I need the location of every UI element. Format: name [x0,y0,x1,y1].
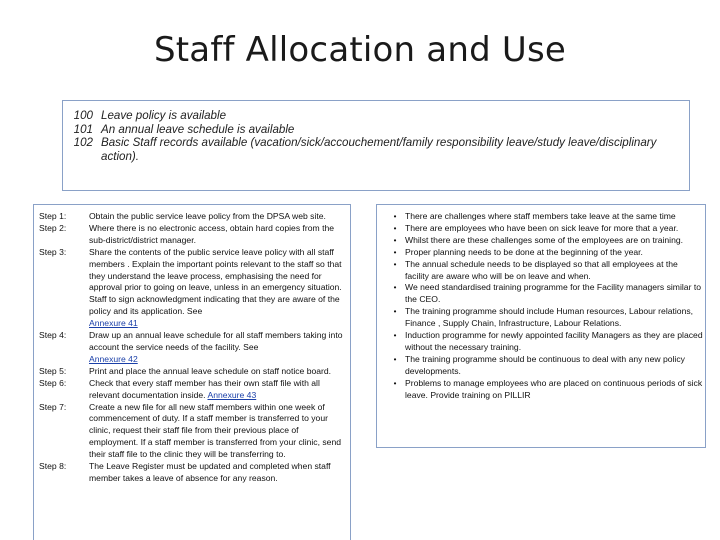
step-text-body: Print and place the annual leave schedule on staff notice board. [89,365,332,376]
step-label: Step 3: [39,246,67,257]
finding-text: Induction programme for newly appointed facility Managers as they are placed without the necessary training. [405,330,703,352]
finding-text: The training programme should include Human resources, Labour relations, Finance , Supply Chain, Infrastructure, Labour Relations. [405,306,694,329]
step-row [39,366,347,378]
step-label: Step 4: [39,330,67,341]
step-text [89,378,347,402]
step-label: Step 8: [39,461,67,472]
step-label: Step 7: [39,401,67,412]
criteria-number: 102 [73,136,93,149]
finding-text: There are challenges where staff members take leave at the same time [405,211,676,221]
criteria-box [62,100,690,191]
finding-item [385,235,703,247]
findings-box [376,204,706,448]
step-text [89,402,347,462]
step-text-body: Where there is no electronic access, obtain hard copies from the sub-district/district manager. [89,222,335,245]
criteria-text: An annual leave schedule is available [101,122,295,136]
criteria-text: Basic Staff records available (vacation/sick/accouchement/family responsibility leave/study leave/disciplinary action). [101,136,657,163]
finding-item [385,247,703,259]
slide-title: Staff Allocation and Use [153,30,566,70]
finding-item [385,259,703,283]
finding-item [385,211,703,223]
criteria-list [71,109,681,163]
criteria-text: Leave policy is available [101,109,227,122]
finding-text: There are employees who have been on sick leave for more that a year. [405,222,679,233]
bullet-icon: • [393,378,397,388]
steps-box [33,204,351,540]
steps-list [39,211,347,485]
annexure-41-link[interactable]: Annexure 41 [89,318,138,329]
step-row [39,211,347,223]
step-row [39,402,347,462]
step-text-body: Create a new file for all new staff members within one week of commencement of duty. If a staff member is transferred to your clinic, request their staff file from their previous place of employment. If a staff member is transferred from your clinic, send their staff file to the clinic they will be transferring to. [89,401,342,460]
bullet-icon: • [393,331,397,341]
step-label: Step 6: [39,377,67,388]
bullet-icon: • [393,283,397,293]
bullet-icon: • [393,235,397,245]
criteria-item [71,109,681,123]
bullet-icon: • [393,354,397,364]
step-text [89,330,347,366]
bullet-icon: • [393,223,397,233]
step-text-body: Share the contents of the public service leave policy with all staff members . Explain the important points relevant to the staff so that they understand the leave process, emphasising the need for approval prior to going on leave, unless in an emergency situation. Staff to sign acknowledgment indicating that they are aware of the policy and its application. See [89,246,342,317]
bullet-icon: • [393,212,397,221]
step-text [89,366,347,378]
criteria-number: 100 [73,109,93,122]
step-row [39,378,347,402]
step-text [89,223,347,247]
criteria-item [71,136,681,163]
finding-item [385,354,703,378]
step-row [39,247,347,330]
step-row [39,223,347,247]
step-row [39,461,347,485]
finding-item [385,330,703,354]
step-text-body: Obtain the public service leave policy from the DPSA web site. [89,211,326,221]
step-text [89,211,347,223]
step-text [89,461,347,485]
finding-text: Proper planning needs to be done at the beginning of the year. [405,246,643,257]
bullet-icon: • [393,307,397,317]
step-row [39,330,347,366]
finding-text: We need standardised training programme for the Facility managers similar to the CEO. [405,282,701,305]
findings-list [385,211,703,402]
step-text-body: The Leave Register must be updated and completed when staff member takes a leave of absence for any reason. [89,461,331,483]
step-label: Step 5: [39,365,67,376]
finding-item [385,306,703,330]
finding-item [385,223,703,235]
step-label: Step 2: [39,222,67,233]
bullet-icon: • [393,247,397,257]
step-text-body: Draw up an annual leave schedule for all staff members taking into account the service needs of the facility. See [89,330,343,352]
finding-text: Problems to manage employees who are placed on continuous periods of sick leave. Provide training on PILLIR [405,377,703,400]
step-text [89,247,347,330]
finding-text: The training programme should be continuous to deal with any new policy developments. [405,353,685,376]
criteria-number: 101 [73,122,93,136]
finding-item [385,282,703,306]
finding-text: The annual schedule needs to be displayed so that all employees at the facility are aware who will be on leave and when. [405,258,678,281]
finding-item [385,378,703,402]
criteria-item [71,123,681,137]
annexure-42-link[interactable]: Annexure 42 [89,353,138,364]
step-label: Step 1: [39,211,67,221]
finding-text: Whilst there are these challenges some of the employees are on training. [405,234,684,245]
step-text-body: Check that every staff member has their own staff file with all relevant documentation inside. [89,377,320,400]
bullet-icon: • [393,259,397,269]
annexure-43-link[interactable]: Annexure 43 [207,389,257,400]
